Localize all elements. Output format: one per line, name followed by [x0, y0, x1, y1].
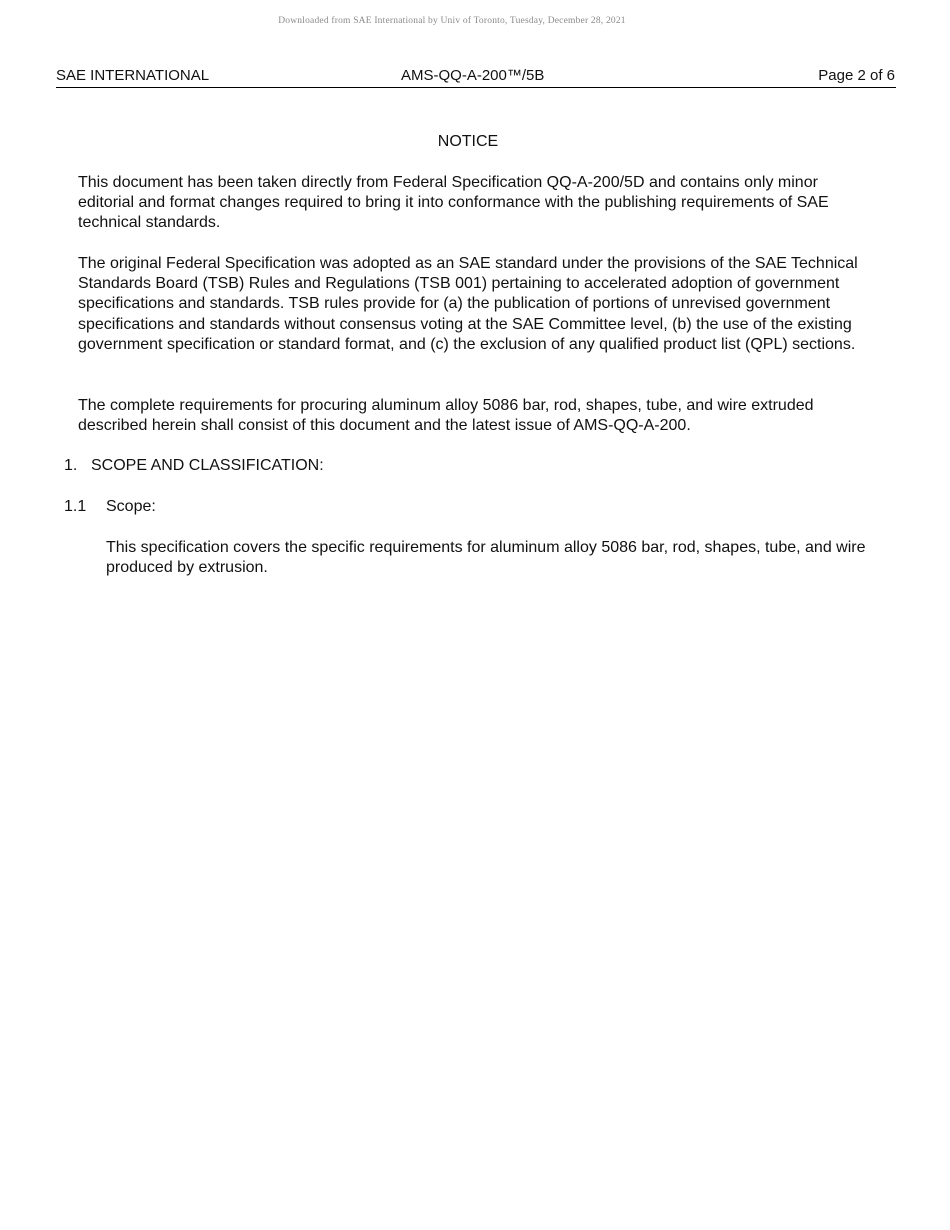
page-header	[56, 66, 896, 88]
notice-paragraph: The complete requirements for procuring aluminum alloy 5086 bar, rod, shapes, tube, and wire extruded described herein shall consist of this document and the latest issue of AMS-QQ-A-200.	[78, 397, 814, 435]
header-organization: SAE INTERNATIONAL	[56, 67, 210, 84]
section-number: 1.	[64, 457, 78, 474]
section-heading-scope-classification	[64, 456, 324, 476]
notice-title: NOTICE	[437, 133, 499, 150]
notice-paragraph: This document has been taken directly from Federal Specification QQ-A-200/5D and contains only minor editorial and format changes required to bring it into conformance with the publishing requirements of SAE technical standards.	[78, 174, 829, 232]
scope-paragraph: This specification covers the specific requirements for aluminum alloy 5086 bar, rod, shapes, tube, and wire produced by extrusion.	[106, 539, 866, 577]
subsection-title: Scope:	[106, 498, 156, 515]
section-title: SCOPE AND CLASSIFICATION:	[91, 457, 324, 474]
download-watermark: Downloaded from SAE International by Univ of Toronto, Tuesday, December 28, 2021	[278, 16, 626, 26]
subsection-heading-scope	[64, 497, 156, 517]
subsection-number: 1.1	[64, 498, 87, 515]
notice-paragraph: The original Federal Specification was adopted as an SAE standard under the provisions of the SAE Technical Standards Board (TSB) Rules and Regulations (TSB 001) pertaining to accelerated adoption of government specifications and standards. TSB rules provide for (a) the publication of portions of unrevised government specifications and standards without consensus voting at the SAE Committee level, (b) the use of the existing government specification or standard format, and (c) the exclusion of any qualified product list (QPL) sections.	[78, 255, 858, 353]
header-page-label: Page 2 of 6	[818, 67, 895, 84]
header-document-number: AMS-QQ-A-200™/5B	[401, 67, 545, 84]
